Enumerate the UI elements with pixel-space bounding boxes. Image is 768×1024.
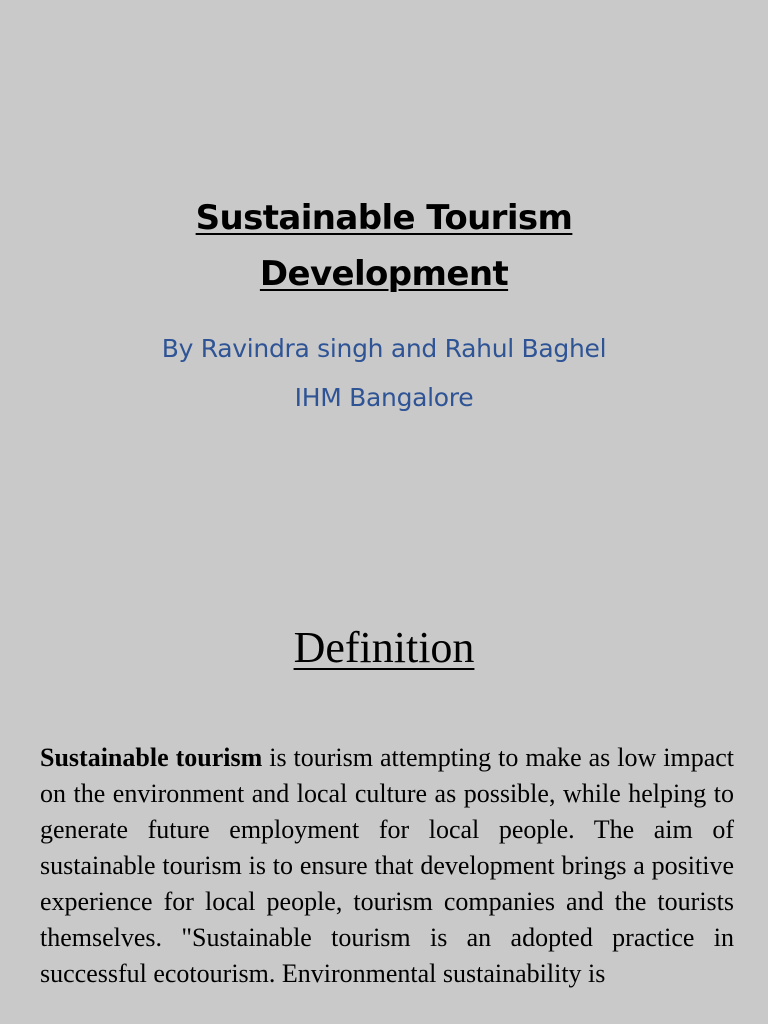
definition-term: Sustainable tourism bbox=[40, 743, 263, 772]
title-line-2: Development bbox=[259, 254, 509, 294]
definition-heading bbox=[0, 622, 768, 673]
definition-heading-text: Definition bbox=[293, 623, 475, 672]
institution-line: IHM Bangalore bbox=[294, 383, 474, 412]
title-line-1: Sustainable Tourism bbox=[195, 198, 573, 238]
definition-body: is tourism attempting to make as low impact on the environment and local culture as possible, while helping to generate future employment for local people. The aim of sustainable tourism is to ensure that development brings a positive experience for local people, tourism companies and the tourists themselves. "Sustainable tourism is an adopted practice in successful ecotourism. Environmental sustainability is bbox=[40, 743, 734, 988]
page-title bbox=[0, 190, 768, 302]
definition-paragraph bbox=[40, 740, 734, 992]
authors-line: By Ravindra singh and Rahul Baghel bbox=[161, 334, 607, 363]
definition-slide bbox=[0, 600, 768, 1024]
